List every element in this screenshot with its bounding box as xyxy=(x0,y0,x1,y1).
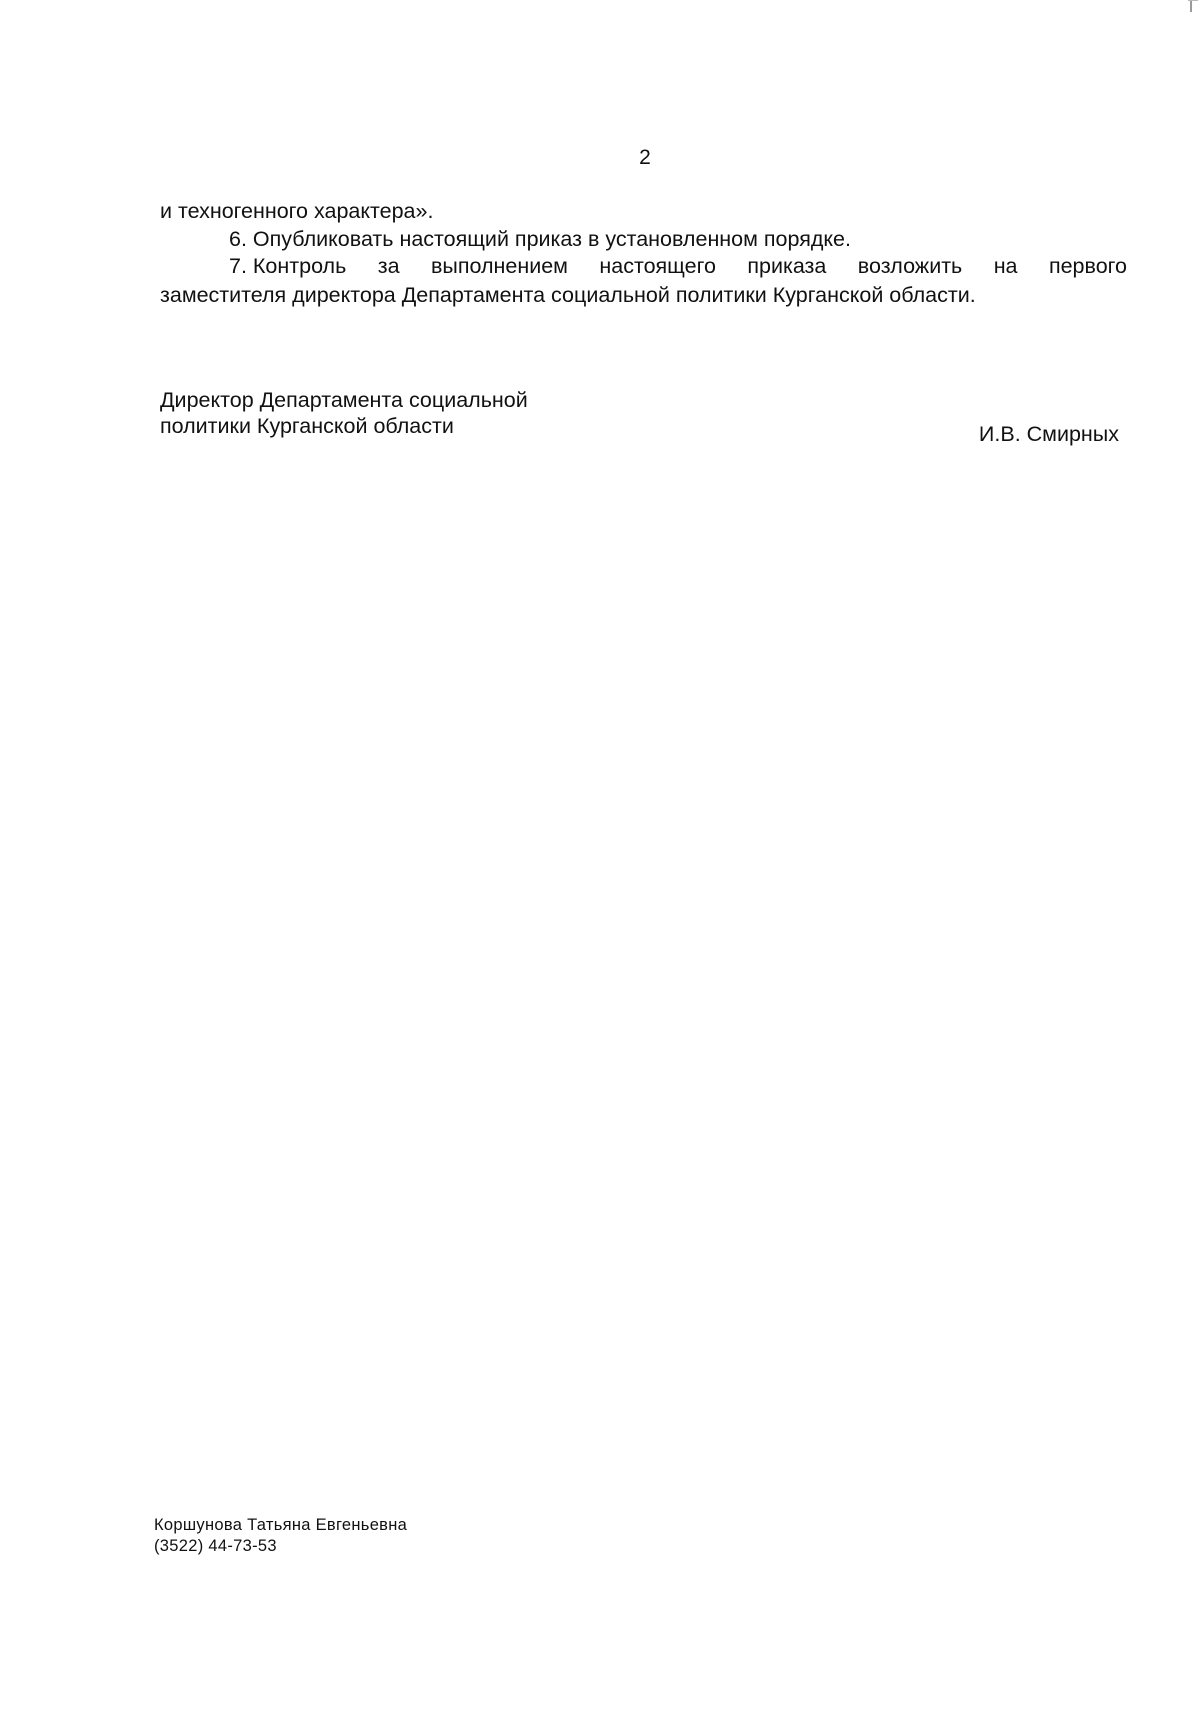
item7-word: выполнением xyxy=(430,254,568,278)
signatory-position xyxy=(160,387,528,439)
item7-word: за xyxy=(377,254,400,278)
order-item-7-line-1 xyxy=(229,254,1127,279)
executor-name: Коршунова Татьяна Евгеньевна xyxy=(154,1516,408,1534)
signatory-position-line-1: Директор Департамента социальной xyxy=(160,388,528,412)
item7-word: возложить xyxy=(857,254,963,278)
paragraph-continuation: и техногенного характера». xyxy=(160,199,434,223)
item7-word: 7. Контроль xyxy=(229,254,347,278)
page-number: 2 xyxy=(639,146,651,169)
executor-phone: (3522) 44-73-53 xyxy=(154,1537,277,1555)
order-item-7-line-2: заместителя директора Департамента социальной политики Курганской области. xyxy=(160,283,976,307)
signatory-name: И.В. Смирных xyxy=(978,422,1119,446)
item7-word: приказа xyxy=(747,254,827,278)
executor-info xyxy=(154,1515,407,1557)
scan-edge-mark-horizontal xyxy=(1188,0,1198,1)
scan-edge-mark xyxy=(1190,0,1192,12)
order-item-6: 6. Опубликовать настоящий приказ в установленном порядке. xyxy=(229,227,851,251)
item7-word: настоящего xyxy=(599,254,716,278)
signatory-position-line-2: политики Курганской области xyxy=(160,414,454,438)
item7-word: первого xyxy=(1048,254,1127,278)
item7-word: на xyxy=(993,254,1018,278)
